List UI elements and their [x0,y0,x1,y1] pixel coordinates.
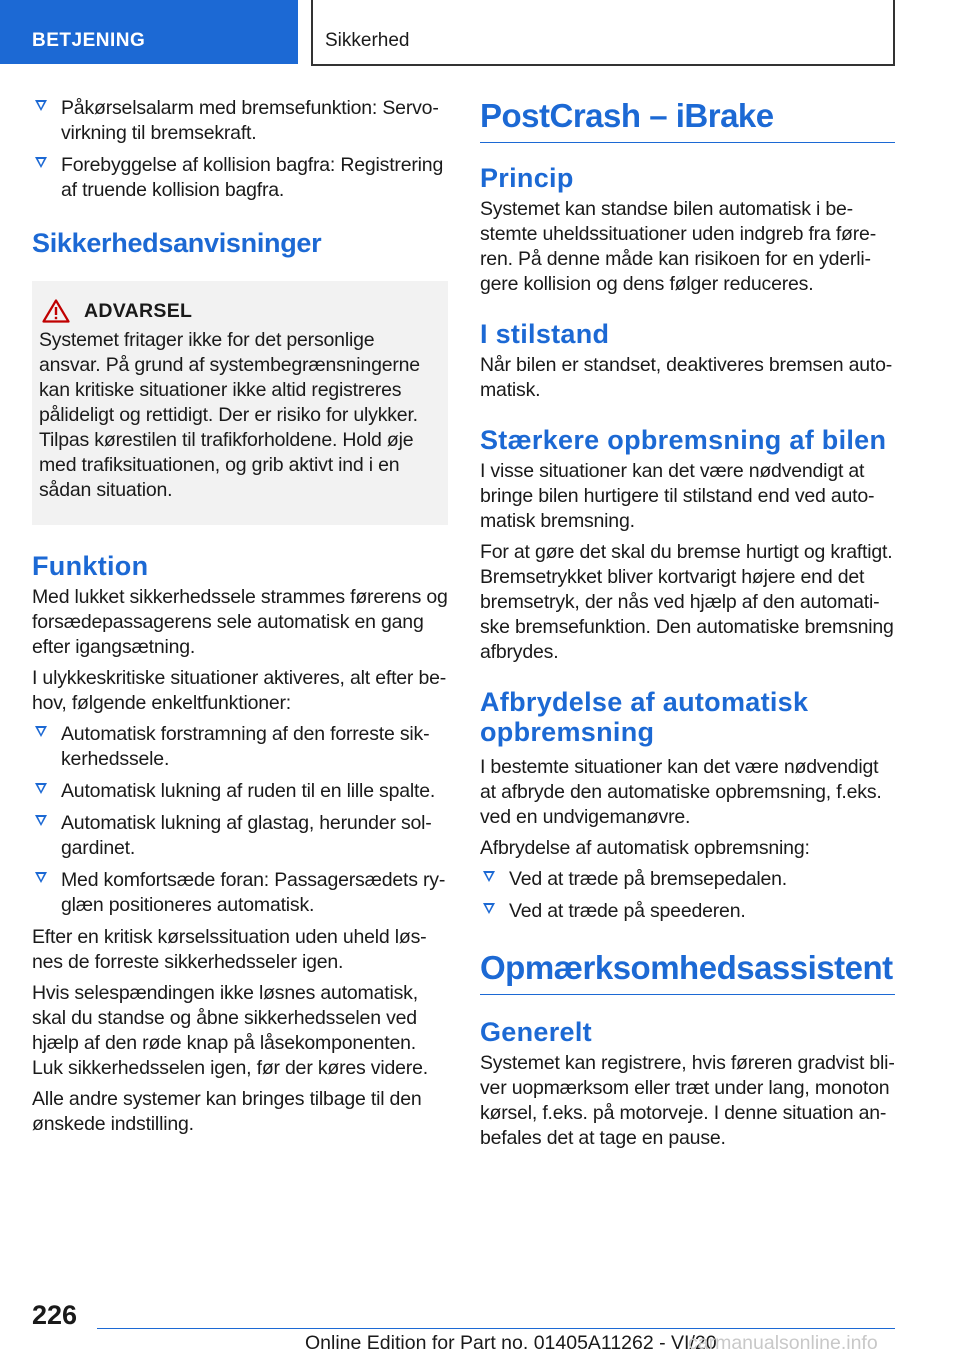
heading-safety: Sikkerhedsanvisninger [32,228,322,258]
heading-postcrash: PostCrash – iBrake [480,96,895,143]
list-item: Forebyggelse af kollision bagfra: Registrering af truende kollision bagfra. [32,153,448,203]
list-item: Automatisk lukning af ruden til en lille spalte. [32,779,448,804]
triangle-bullet-icon [35,815,47,826]
paragraph: I visse situationer kan det være nødvendigt at bringe bilen hurtigere til stilstand end ved automatisk bremsning. [480,460,875,532]
header-section-tab [0,0,298,64]
paragraph: I bestemte situationer kan det være nødvendigt at afbryde den automatiske opbremsning, f.eks. ved en undvigemanøvre. [480,756,882,828]
list-item: Ved at træde på bremsepedalen. [480,867,895,892]
heading-attention-assistant: Opmærksomhedsassistent [480,948,895,995]
triangle-bullet-icon [483,903,495,914]
paragraph: For at gøre det skal du bremse hurtigt og kraftigt. Bremsetrykket bliver kortvarigt højere end det bremsetryk, der nås ved hjælp af den automatiske bremsefunktion. Den automatiske bremsning afbrydes. [480,541,894,663]
list-item: Ved at træde på speederen. [480,899,895,924]
heading-stronger-braking: Stærkere opbremsning af bilen [480,425,887,455]
triangle-bullet-icon [35,157,47,168]
triangle-bullet-icon [35,100,47,111]
paragraph: Afbrydelse af automatisk opbremsning: [480,837,810,859]
footer-edition: Online Edition for Part no. 01405A11262 - VI/20 [305,1332,717,1354]
warning-title: ADVARSEL [84,299,193,322]
paragraph: Med lukket sikkerhedssele strammes førerens og forsædepassagerens sele automatisk en gang efter igangsætning. [32,586,448,658]
list-item: Automatisk lukning af glastag, herunder solgardinet. [32,811,448,861]
list-item: Påkørselsalarm med bremsefunktion: Servovirkning til bremsekraft. [32,96,448,146]
list-item: Med komfortsæde foran: Passagersædets ryglæn positioneres automatisk. [32,868,448,918]
paragraph: Hvis selespændingen ikke løsnes automatisk, skal du standse og åbne sikkerhedsselen ved hjælp af den røde knap på låsekomponenten. Luk sikkerhedsselen igen, før der køres videre. [32,982,428,1079]
warning-triangle-icon [42,299,70,323]
triangle-bullet-icon [35,726,47,737]
header-chapter-box [311,0,895,66]
watermark: carmanualsonline.info [688,1332,878,1354]
paragraph: Efter en kritisk kørselssituation uden uheld løsnes de forreste sikkerhedsseler igen. [32,926,427,973]
paragraph: Når bilen er standset, deaktiveres bremsen automatisk. [480,354,893,401]
paragraph: Systemet kan registrere, hvis føreren gradvist bliver uopmærksom eller træt under lang, monoton kørsel, f.eks. på motorveje. I denne situation anbefales det at tage en pause. [480,1052,895,1149]
left-column [32,96,448,1143]
triangle-bullet-icon [35,872,47,883]
list-item: Automatisk forstramning af den forreste sikkerhedssele. [32,722,448,772]
right-column [480,96,895,1157]
heading-general: Generelt [480,1017,592,1047]
footer-divider [97,1328,895,1329]
heading-function: Funktion [32,551,149,581]
page-number: 226 [32,1300,78,1330]
paragraph: Alle andre systemer kan bringes tilbage til den ønskede indstilling. [32,1088,422,1135]
triangle-bullet-icon [35,783,47,794]
paragraph: Systemet kan standse bilen automatisk i bestemte uheldssituationer uden indgreb fra føreren. På denne måde kan risikoen for en yderligere kollision og dens følger reduceres. [480,198,877,295]
warning-box [32,281,448,525]
heading-principle: Princip [480,163,574,193]
heading-standstill: I stilstand [480,319,610,349]
warning-header [39,299,440,323]
header-section-label: BETJENING [32,30,146,51]
warning-text: Systemet fritager ikke for det personlige ansvar. På grund af systembegrænsningerne kan kritiske situationer ikke altid registreres pålideligt og rettidigt. Der er risiko for ulykker. Tilpas kørestilen til trafikforholdene. Hold øje med trafiksituationen, og grib aktivt ind i en sådan situation. [39,329,420,501]
triangle-bullet-icon [483,871,495,882]
heading-cancel-braking: Afbrydelse af automatisk opbremsning [480,687,809,747]
paragraph: I ulykkeskritiske situationer aktiveres, alt efter behov, følgende enkeltfunktioner: [32,667,447,714]
header-chapter-label: Sikkerhed [325,30,410,51]
